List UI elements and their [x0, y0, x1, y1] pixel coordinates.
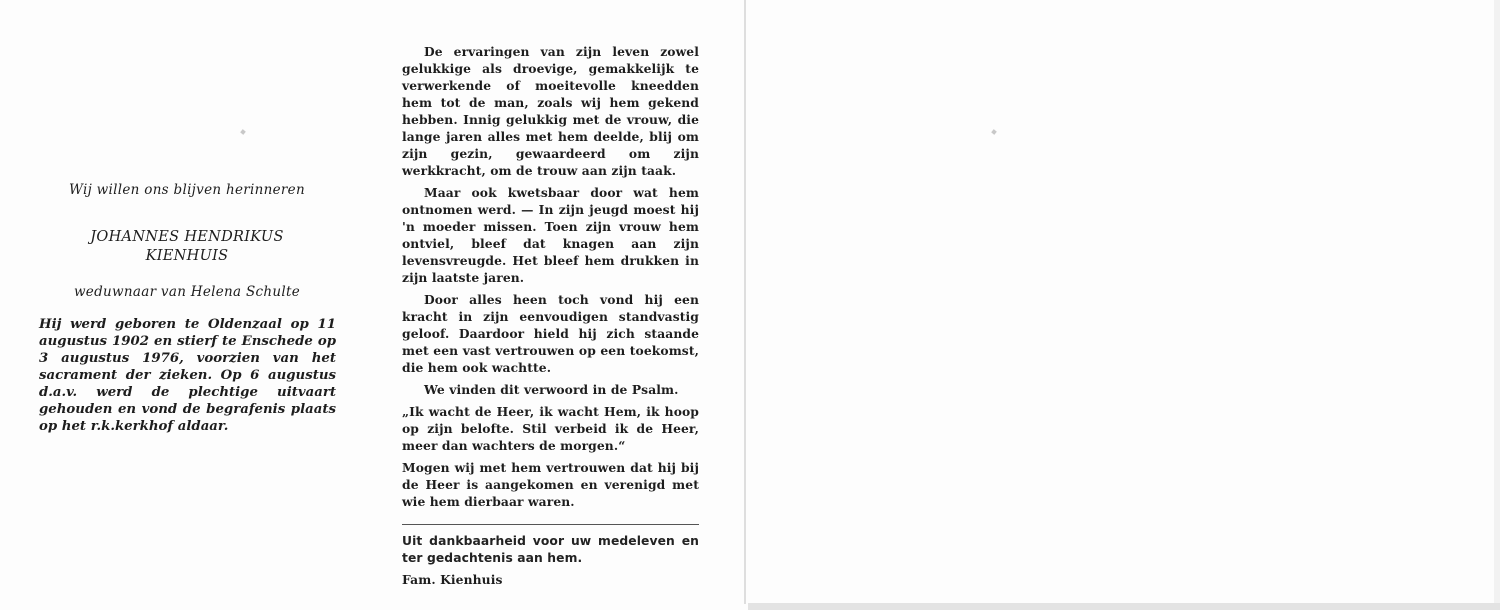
signature: Fam. Kienhuis: [402, 572, 503, 587]
widower-line: weduwnaar van Helena Schulte: [73, 284, 301, 300]
paper-edge-right: [1494, 0, 1500, 603]
paragraph: De ervaringen van zijn leven zowel gelukkige als droevige, gemakkelijk te verwerkende of moeitevolle kneedden hem tot de man, zoals wij hem gekend hebben. Innig gelukkig met de vrouw, die lange jaren alles met hem deelde, blij om zijn gezin, gewaardeerd om zijn werkkracht, om de trouw aan zijn taak.: [402, 44, 699, 178]
paragraph: Mogen wij met hem vertrouwen dat hij bij de Heer is aangekomen en verenigd met wie hem dierbaar waren.: [402, 460, 699, 509]
thanks-text: Uit dankbaarheid voor uw medeleven en ter gedachtenis aan hem.: [402, 534, 699, 565]
left-page: [36, 182, 338, 435]
biography: Hij werd geboren te Oldenzaal op 11 augustus 1902 en stierf te Enschede op 3 augustus 1976, voorzien van het sacrament der zieken. Op 6 augustus d.a.v. werd de plechtige uitvaart gehouden en vond de begrafenis plaats op het r.k.kerkhof aldaar.: [39, 317, 336, 434]
name-first: JOHANNES HENDRIKUS: [90, 229, 284, 245]
paper-edge: [748, 603, 1500, 610]
name-last: KIENHUIS: [145, 248, 229, 264]
paragraph: Door alles heen toch vond hij een kracht in zijn eenvoudigen standvastig geloof. Daardoor hield hij zich staande met een vast vertrouwen op een toekomst, die hem ook wachtte.: [402, 292, 699, 375]
middle-page: [402, 43, 699, 592]
psalm-quote: „Ik wacht de Heer, ik wacht Hem, ik hoop op zijn belofte. Stil verbeid ik de Heer, meer dan wachters de morgen.“: [402, 404, 699, 453]
paragraph: Maar ook kwetsbaar door wat hem ontnomen werd. — In zijn jeugd moest hij 'n moeder missen. Toen zijn vrouw hem ontviel, bleef dat knagen aan zijn levensvreugde. Het bleef hem drukken in zijn laatste jaren.: [402, 185, 699, 285]
intro-line: Wij willen ons blijven herinneren: [69, 182, 305, 198]
divider: [402, 524, 699, 525]
deceased-name: [36, 228, 338, 266]
paragraph: We vinden dit verwoord in de Psalm.: [424, 382, 679, 397]
center-fold: [744, 0, 746, 604]
paper-speck: [991, 129, 997, 135]
paper-speck: [240, 129, 246, 135]
